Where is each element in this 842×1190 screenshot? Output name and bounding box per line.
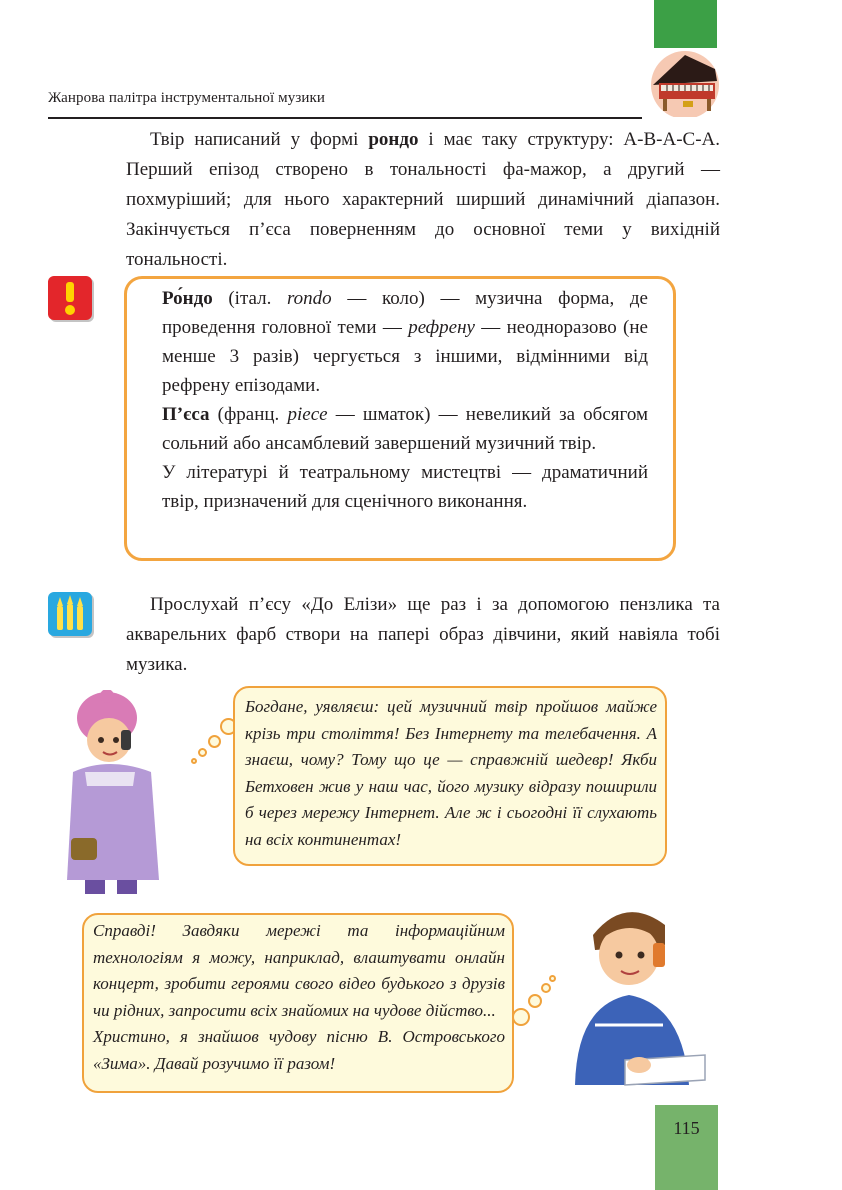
piece-origin-pre: (франц. (209, 404, 288, 425)
page-number: 115 (673, 1118, 700, 1138)
boy-on-phone-illustration (565, 895, 715, 1095)
intro-lead: Твір написаний у формі (150, 129, 369, 150)
rondo-origin-pre: (італ. (212, 288, 287, 309)
exclamation-icon (48, 276, 92, 320)
chapter-color-tab (654, 0, 717, 48)
rondo-term: Ро́ндо (162, 288, 213, 309)
boy-speech-text (93, 918, 505, 1077)
thought-dot (512, 1008, 530, 1026)
rondo-origin-word: rondo (286, 288, 332, 309)
paint-brushes-icon (48, 592, 92, 636)
header-rule (48, 117, 642, 119)
boy-speech-1: Справді! Завдяки мережі та інформаційним технологіям я можу, наприклад, влаштувати онлайн концерт, зробити героями свого відео будького з друзів чи рідних, запросити всіх знайомих на чудове дійство... (93, 921, 505, 1020)
rondo-def-post: — неодноразово (не менше 3 разів) чергується з іншими, відмінними від рефрену епізодами. (162, 317, 648, 396)
intro-paragraph (126, 125, 720, 275)
piece-literature-def: У літературі й театральному мистецтві — драматичний твір, призначений для сценічного виконання. (162, 462, 648, 512)
task-text: Прослухай п’єсу «До Елізи» ще раз і за допомогою пензлика та акварельних фарб створи на папері образ дівчини, який навіяла тобі музика. (126, 594, 720, 675)
definition-text (162, 284, 648, 516)
girl-speech-text (245, 694, 657, 853)
piece-term: П’єса (162, 404, 210, 425)
rondo-refrain: рефрену (408, 317, 475, 338)
piece-def: — шматок) — невеликий за обсягом сольний або ансамблевий завершений музичний твір. (162, 404, 648, 454)
running-title: Жанрова палітра інструментальної музики (48, 90, 325, 106)
boy-speech-2: Христино, я знайшов чудову пісню В. Островського «Зима». Давай розучимо її разом! (93, 1027, 505, 1073)
thought-dot (549, 975, 556, 982)
thought-dot (198, 748, 207, 757)
thought-dot (208, 735, 221, 748)
girl-speech: Богдане, уявляєш: цей музичний твір пройшов майже крізь три століття! Без Інтернету та телебачення. А знаєш, чому? Тому що це — справжній шедевр! Якби Бетховен жив у наш час, його музику відразу поширили б через мережу Інтернет. Але ж і сьогодні її слухають на всіх континентах! (245, 697, 657, 849)
girl-on-phone-illustration (55, 690, 175, 900)
piece-origin-word: piece (287, 404, 328, 425)
thought-dot (191, 758, 197, 764)
intro-rest: і має таку структуру: А-В-А-С-А. Перший епізод створено в тональності фа-мажор, а другий — похмуріший; для нього характерний ширший динамічний діапазон. Закінчується п’єса поверненням до основної теми у вихідній тональності. (126, 129, 720, 270)
task-paragraph (126, 590, 720, 680)
thought-dot (541, 983, 551, 993)
thought-dot (528, 994, 542, 1008)
rondo-bold-term: рондо (368, 129, 419, 150)
rondo-def-pre: — коло) — музична форма, де проведення головної теми — (162, 288, 648, 338)
piano-illustration (645, 45, 725, 117)
